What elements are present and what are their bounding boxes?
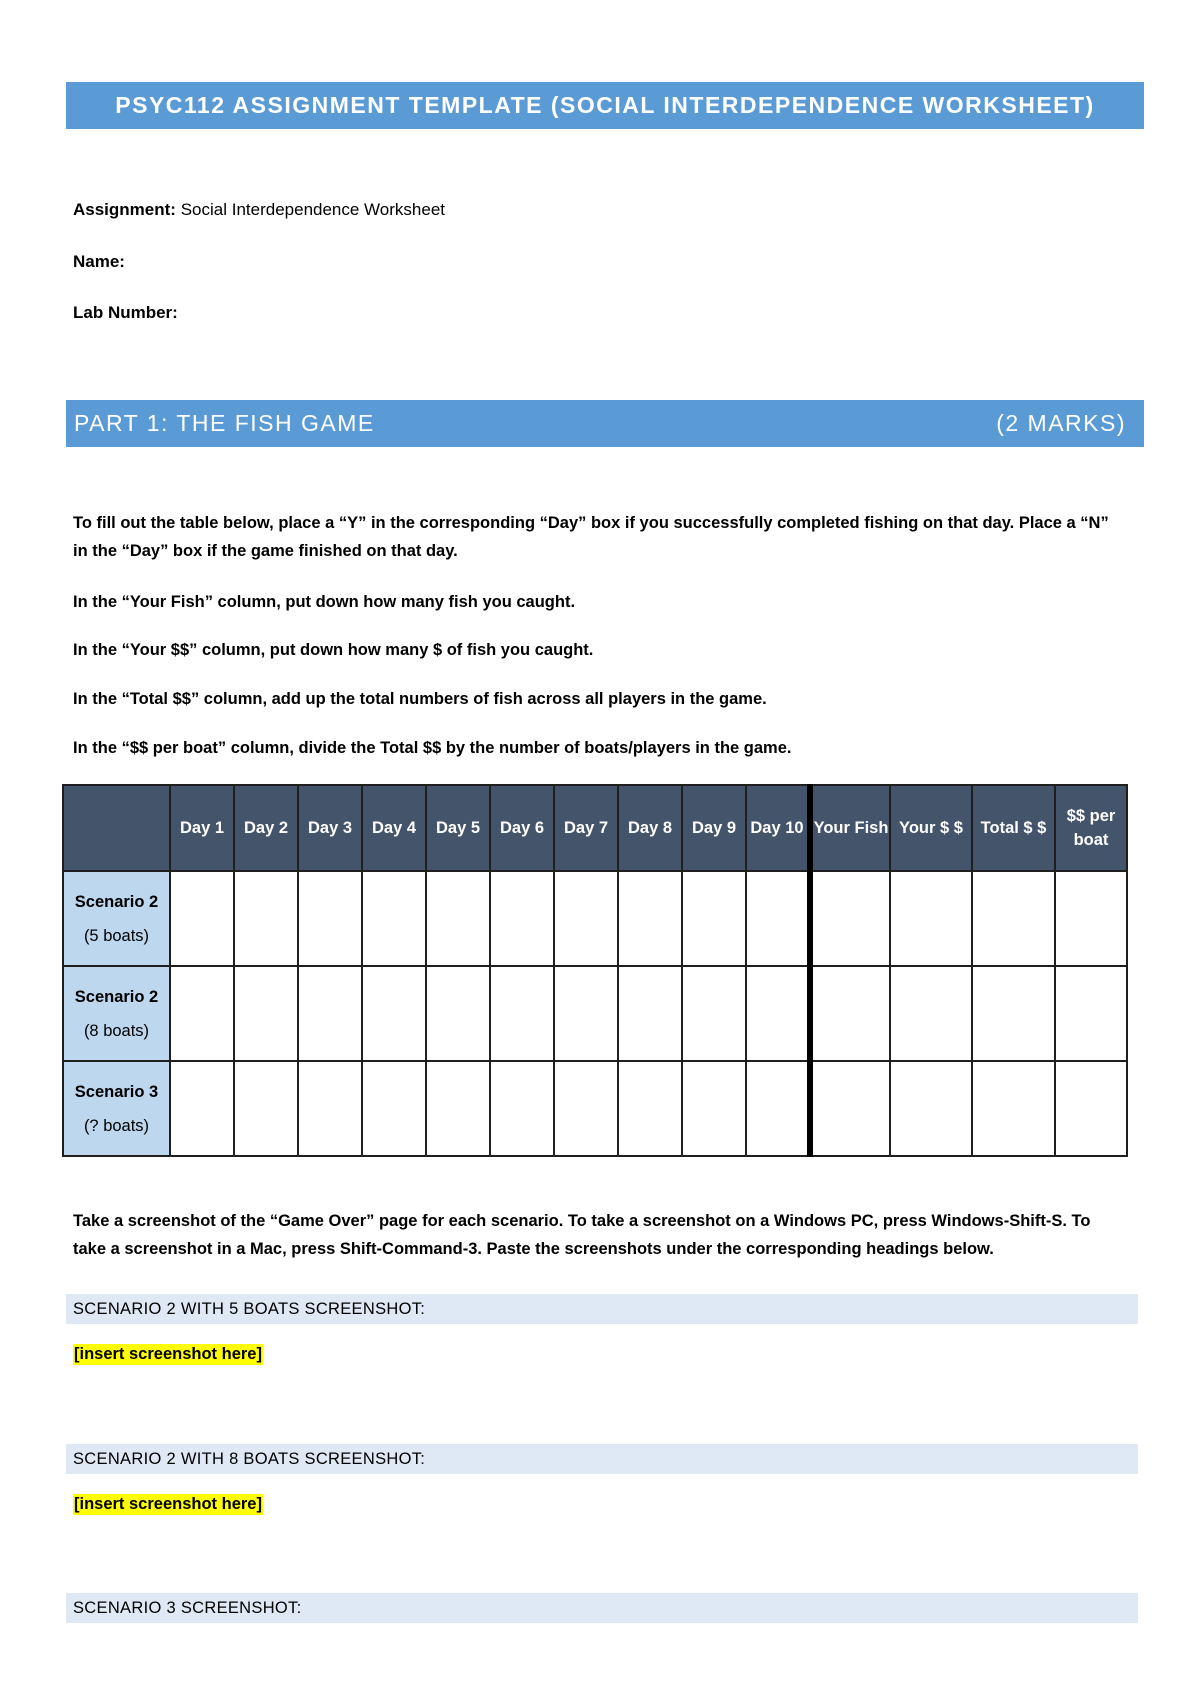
section-heading-scenario2-5boats: SCENARIO 2 WITH 5 BOATS SCREENSHOT:: [66, 1294, 1138, 1324]
table-cell[interactable]: [1055, 1061, 1127, 1156]
table-row: [63, 1061, 1127, 1156]
column-header-day-1: Day 1: [170, 785, 234, 871]
row-header-label: Scenario 2: [74, 987, 159, 1006]
table-cell[interactable]: [618, 871, 682, 966]
table-row: [63, 966, 1127, 1061]
table-cell[interactable]: [972, 966, 1055, 1061]
row-header-boats: (5 boats): [83, 926, 150, 945]
column-header-dollars-per-boat: $$ per boat: [1055, 785, 1127, 871]
table-cell[interactable]: [170, 966, 234, 1061]
table-cell[interactable]: [682, 1061, 746, 1156]
instruction-paragraph: In the “Total $$” column, add up the total numbers of fish across all players in the game.: [73, 690, 767, 708]
column-header-your-fish: Your Fish: [810, 785, 890, 871]
lab-number-line: [73, 303, 178, 323]
table-cell[interactable]: [682, 966, 746, 1061]
table-cell[interactable]: [426, 871, 490, 966]
document-title-banner: [66, 82, 1144, 129]
column-header-day-6: Day 6: [490, 785, 554, 871]
table-cell[interactable]: [618, 966, 682, 1061]
table-cell[interactable]: [890, 1061, 972, 1156]
row-header: [63, 1061, 170, 1156]
table-cell[interactable]: [362, 1061, 426, 1156]
table-cell[interactable]: [362, 871, 426, 966]
row-header-boats: (? boats): [83, 1116, 150, 1135]
table-cell[interactable]: [298, 1061, 362, 1156]
row-header-label: Scenario 3: [74, 1082, 159, 1101]
table-corner-cell: [63, 785, 170, 871]
table-cell[interactable]: [554, 1061, 618, 1156]
row-header: [63, 871, 170, 966]
table-cell[interactable]: [682, 871, 746, 966]
table-cell[interactable]: [890, 871, 972, 966]
column-header-total-dollars: Total $ $: [972, 785, 1055, 871]
screenshot-placeholder[interactable]: [insert screenshot here]: [74, 1495, 262, 1513]
table-cell[interactable]: [490, 966, 554, 1061]
table-cell[interactable]: [1055, 871, 1127, 966]
table-cell[interactable]: [890, 966, 972, 1061]
fish-game-table: [62, 784, 1128, 1157]
table-cell[interactable]: [618, 1061, 682, 1156]
assignment-label: Assignment:: [73, 200, 176, 219]
table-cell[interactable]: [746, 966, 810, 1061]
lab-number-label: Lab Number:: [73, 303, 178, 322]
section-heading-scenario3: SCENARIO 3 SCREENSHOT:: [66, 1593, 1138, 1623]
instruction-paragraph: In the “Your Fish” column, put down how many fish you caught.: [73, 593, 576, 611]
table-cell[interactable]: [362, 966, 426, 1061]
column-header-day-2: Day 2: [234, 785, 298, 871]
table-cell[interactable]: [746, 1061, 810, 1156]
name-line: [73, 252, 125, 272]
table-cell[interactable]: [234, 966, 298, 1061]
screenshot-placeholder[interactable]: [insert screenshot here]: [74, 1345, 262, 1363]
table-cell[interactable]: [746, 871, 810, 966]
table-cell[interactable]: [810, 966, 890, 1061]
table-cell[interactable]: [234, 1061, 298, 1156]
part1-marks: (2 MARKS): [996, 410, 1126, 436]
column-header-day-9: Day 9: [682, 785, 746, 871]
table-cell[interactable]: [170, 1061, 234, 1156]
table-cell[interactable]: [972, 871, 1055, 966]
table-cell[interactable]: [810, 871, 890, 966]
table-cell[interactable]: [426, 1061, 490, 1156]
part1-title: PART 1: THE FISH GAME: [74, 410, 375, 436]
document-title: PSYC112 ASSIGNMENT TEMPLATE (SOCIAL INTERDEPENDENCE WORKSHEET): [115, 92, 1095, 118]
table-cell[interactable]: [1055, 966, 1127, 1061]
column-header-day-3: Day 3: [298, 785, 362, 871]
table-row: [63, 871, 1127, 966]
table-cell[interactable]: [298, 966, 362, 1061]
table-cell[interactable]: [298, 871, 362, 966]
instruction-paragraph: To fill out the table below, place a “Y” in the corresponding “Day” box if you successfully completed fishing on that day. Place a “N” in the “Day” box if the game finished on that day.: [73, 514, 1109, 560]
part1-banner: [66, 400, 1144, 447]
table-cell[interactable]: [170, 871, 234, 966]
column-header-your-dollars: Your $ $: [890, 785, 972, 871]
table-cell[interactable]: [554, 966, 618, 1061]
table-cell[interactable]: [554, 871, 618, 966]
assignment-value: Social Interdependence Worksheet: [180, 200, 445, 219]
column-header-day-5: Day 5: [426, 785, 490, 871]
table-cell[interactable]: [490, 1061, 554, 1156]
column-header-day-7: Day 7: [554, 785, 618, 871]
table-cell[interactable]: [972, 1061, 1055, 1156]
table-cell[interactable]: [810, 1061, 890, 1156]
column-header-day-10: Day 10: [746, 785, 810, 871]
row-header-boats: (8 boats): [83, 1021, 150, 1040]
assignment-line: [73, 200, 445, 220]
table-header-row: [63, 785, 1127, 871]
name-label: Name:: [73, 252, 125, 271]
column-header-day-4: Day 4: [362, 785, 426, 871]
table-cell[interactable]: [490, 871, 554, 966]
row-header: [63, 966, 170, 1061]
table-cell[interactable]: [426, 966, 490, 1061]
section-heading-scenario2-8boats: SCENARIO 2 WITH 8 BOATS SCREENSHOT:: [66, 1444, 1138, 1474]
table-cell[interactable]: [234, 871, 298, 966]
instruction-paragraph: In the “Your $$” column, put down how many $ of fish you caught.: [73, 641, 594, 659]
column-header-day-8: Day 8: [618, 785, 682, 871]
instruction-paragraph: In the “$$ per boat” column, divide the Total $$ by the number of boats/players in the game.: [73, 739, 792, 757]
row-header-label: Scenario 2: [74, 892, 159, 911]
screenshot-instructions: Take a screenshot of the “Game Over” page for each scenario. To take a screenshot on a Windows PC, press Windows-Shift-S. To take a screenshot in a Mac, press Shift-Command-3. Paste the screenshots under the corresponding headings below.: [73, 1212, 1091, 1258]
